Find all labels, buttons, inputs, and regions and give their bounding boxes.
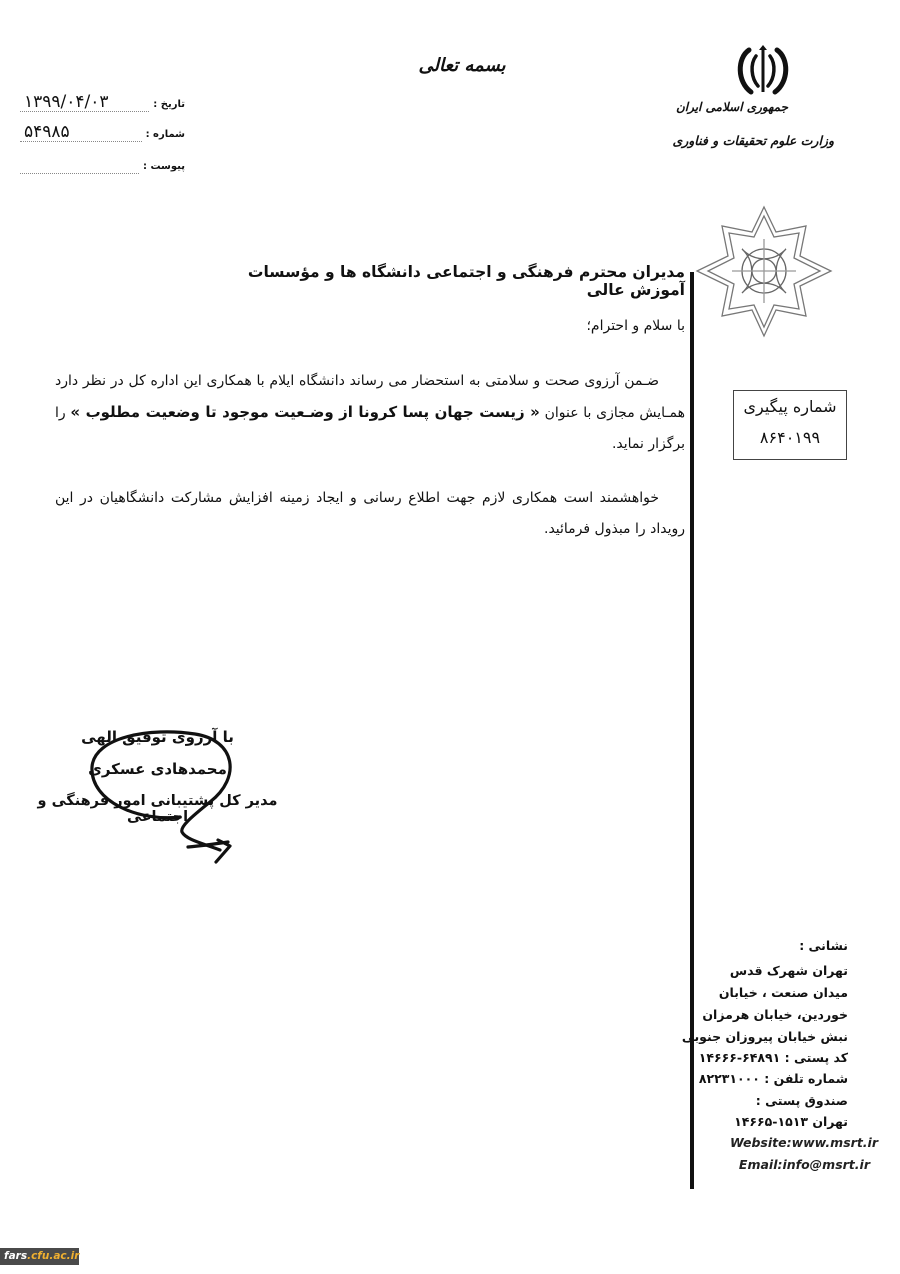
invocation-heading: بسمه تعالی xyxy=(418,55,506,76)
letter-number-field xyxy=(20,118,185,142)
iran-emblem-icon xyxy=(735,44,791,96)
address-line-4: نبش خیابان پیروزان جنوبی xyxy=(681,1029,848,1044)
attachment-field xyxy=(20,150,185,174)
postal-code: کد پستی : ۶۴۸۹۱-۱۴۶۶۶ xyxy=(698,1050,848,1065)
ministry-name: وزارت علوم تحقیقات و فناوری xyxy=(672,133,834,148)
islamic-star-ornament-icon xyxy=(694,204,834,339)
signer-name: محمدهادی عسکری xyxy=(88,760,227,778)
tracking-label: شماره پیگیری xyxy=(743,397,837,416)
date-label: تاریخ : xyxy=(153,99,185,110)
signer-title: مدیر کل پشتیبانی امور فرهنگی و اجتماعی xyxy=(37,793,278,825)
attachment-label: پیوست : xyxy=(142,161,185,172)
address-line-1: تهران شهرک قدس xyxy=(729,963,848,978)
attachment-value xyxy=(20,155,139,174)
closing-phrase: با آرزوی توفیق الهی xyxy=(81,728,234,746)
po-box: تهران ۱۵۱۳-۱۴۶۶۵ xyxy=(734,1114,848,1129)
source-watermark xyxy=(0,1248,79,1265)
watermark-prefix: fars xyxy=(4,1250,28,1262)
address-label: نشانی : xyxy=(799,938,848,953)
address-line-3: خوردین، خیابان هرمزان xyxy=(702,1007,848,1022)
para1-text-a: ضـمن آرزوی صحت و سلامتی به استحضار می رساند دانشگاه ایلام با همکاری این اداره کل در نظر دارد همـایش مجازی با عنوان xyxy=(55,373,686,421)
para1-text-b: را برگزار نماید. xyxy=(55,405,685,452)
date-field xyxy=(20,88,185,112)
po-box-label: صندوق پستی : xyxy=(755,1093,848,1108)
website-link[interactable]: Website:www.msrt.ir xyxy=(730,1135,878,1150)
margin-rule xyxy=(690,272,694,1189)
recipient-heading: مدیران محترم فرهنگی و اجتماعی دانشگاه ها و مؤسسات آموزش عالی xyxy=(247,263,685,299)
date-value: ۱۳۹۹/۰۴/۰۳ xyxy=(20,93,149,112)
country-name: جمهوری اسلامی ایران xyxy=(675,100,788,114)
body-paragraph-1 xyxy=(55,366,685,460)
tracking-number-box xyxy=(733,390,847,460)
number-value: ۵۴۹۸۵ xyxy=(20,123,142,142)
body-paragraph-2: خواهشمند است همکاری لازم جهت اطلاع رسانی و ایجاد زمینه افزایش مشارکت دانشگاهیان در این رویداد را مبذول فرمائید. xyxy=(55,490,685,537)
phone-number: شماره تلفن : ۸۲۲۳۱۰۰۰ xyxy=(698,1071,848,1086)
number-label: شماره : xyxy=(145,129,185,140)
event-title: « زیست جهان پسا کرونا از وضـعیت موجود تا وضعیت مطلوب » xyxy=(70,403,540,421)
handwritten-signature-icon xyxy=(70,722,260,872)
greeting: با سلام و احترام؛ xyxy=(586,318,685,334)
address-line-2: میدان صنعت ، خیابان xyxy=(718,985,848,1000)
tracking-value: ۸۶۴۰۱۹۹ xyxy=(759,428,821,447)
email-link[interactable]: Email:info@msrt.ir xyxy=(738,1157,870,1172)
watermark-suffix: .cfu.ac.ir xyxy=(27,1250,80,1262)
